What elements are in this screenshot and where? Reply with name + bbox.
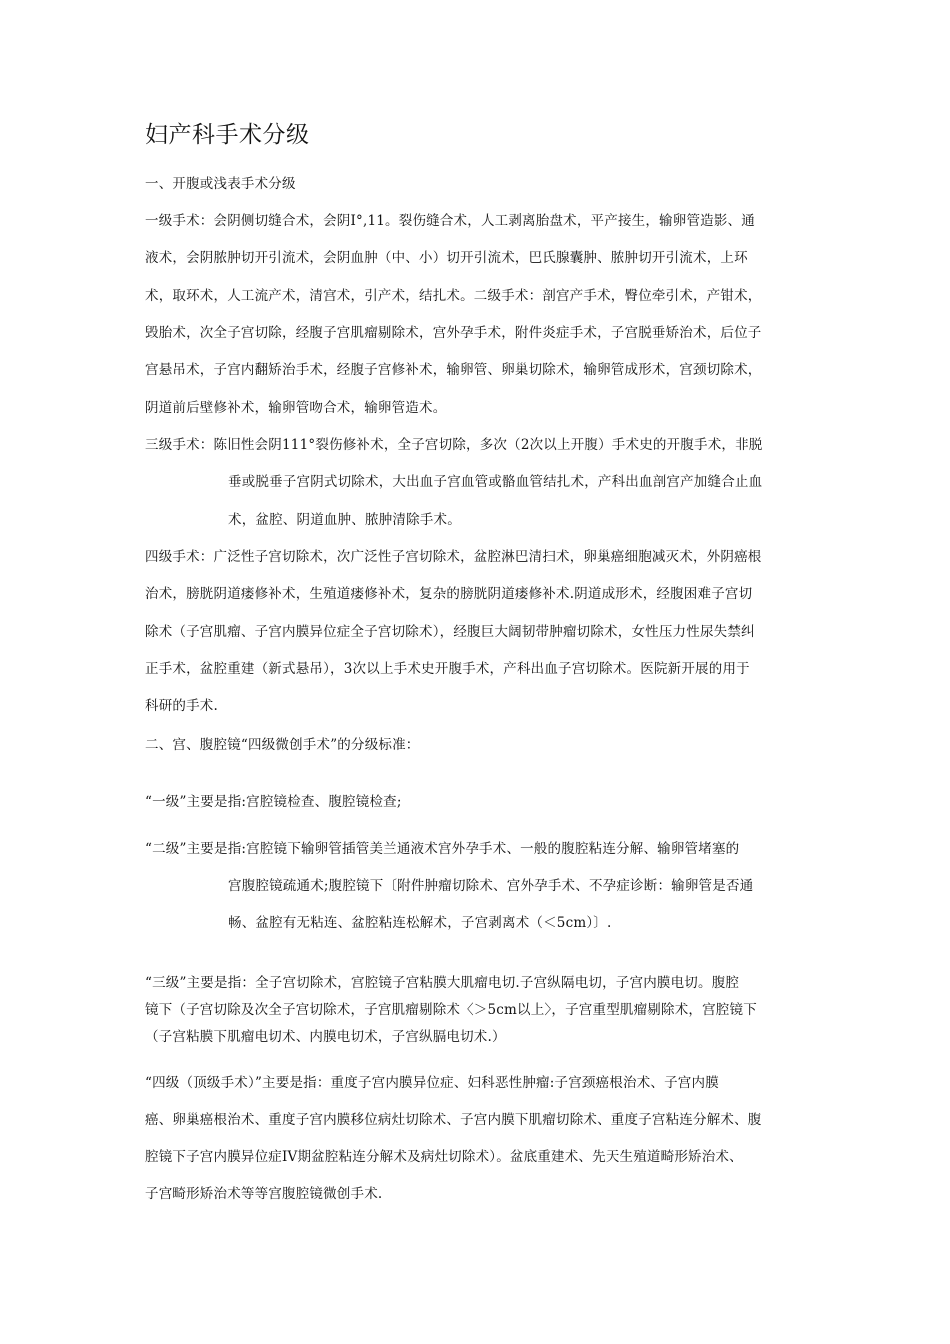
- text-line: 三级手术：陈旧性会阴111°裂伤修补术，全子宫切除，多次（2次以上开腹）手术史的开腹手术，非脱: [145, 437, 763, 453]
- text-line: 科研的手术.: [145, 698, 218, 714]
- text-line: 镜下（子宫切除及次全子宫切除术，子宫肌瘤剔除术〈＞5cm以上〉，子宫重型肌瘤剔除术，宫腔镜下: [145, 1002, 757, 1018]
- text-line: 一级手术：会阴侧切缝合术，会阴Ⅰ°,11。裂伤缝合术，人工剥离胎盘术，平产接生，输卵管造影、通: [145, 213, 755, 229]
- text-line: 正手术，盆腔重建（新式悬吊），3次以上手术史开腹手术，产科出血子宫切除术。医院新开展的用于: [145, 661, 750, 677]
- text-line: 毁胎术，次全子宫切除，经腹子宫肌瘤剔除术，宫外孕手术，附件炎症手术，子宫脱垂矫治术，后位子: [145, 325, 762, 341]
- text-line: 四级手术：广泛性子宫切除术，次广泛性子宫切除术，盆腔淋巴清扫术，卵巢癌细胞减灭术，外阴癌根: [145, 549, 762, 565]
- text-line: 治术，膀胱阴道瘘修补术，生殖道瘘修补术，复杂的膀胱阴道瘘修补术.阴道成形术，经腹困难子宫切: [145, 586, 753, 602]
- text-line: （子宫粘膜下肌瘤电切术、内膜电切术，子宫纵膈电切术.）: [145, 1029, 506, 1045]
- text-line: 宫腹腔镜疏通术;腹腔镜下〔附件肿瘤切除术、宫外孕手术、不孕症诊断：输卵管是否通: [228, 878, 754, 894]
- document-title: 妇产科手术分级: [145, 122, 310, 148]
- text-line: 术，盆腔、阴道血肿、脓肿清除手术。: [228, 512, 461, 528]
- text-line: 阴道前后壁修补术，输卵管吻合术，输卵管造术。: [145, 400, 447, 416]
- text-line: 畅、盆腔有无粘连、盆腔粘连松解术，子宫剥离术（＜5cm）〕.: [228, 915, 612, 931]
- text-line: 液术，会阴脓肿切开引流术，会阴血肿（中、小）切开引流术，巴氏腺囊肿、脓肿切开引流术，上环: [145, 250, 748, 266]
- text-line: “一级”主要是指:宫腔镜检查、腹腔镜检查;: [145, 794, 402, 810]
- section-heading-1: 一、开腹或浅表手术分级: [145, 176, 296, 192]
- text-line: 宫悬吊术，子宫内翻矫治手术，经腹子宫修补术，输卵管、卵巢切除术，输卵管成形术，宫颈切除术，: [145, 362, 762, 378]
- section-heading-2: 二、宫、腹腔镜“四级微创手术”的分级标准：: [145, 737, 420, 753]
- text-line: 垂或脱垂子宫阴式切除术，大出血子宫血管或骼血管结扎术，产科出血剖宫产加缝合止血: [228, 474, 763, 490]
- text-line: “四级（顶级手术）”主要是指：重度子宫内膜异位症、妇科恶性肿瘤:子宫颈癌根治术、子宫内膜: [145, 1075, 719, 1091]
- text-line: “二级”主要是指:宫腔镜下输卵管插管美兰通液术宫外孕手术、一般的腹腔粘连分解、输卵管堵塞的: [145, 841, 740, 857]
- text-line: 腔镜下子宫内膜异位症IV期盆腔粘连分解术及病灶切除术）。盆底重建术、先天生殖道畸形矫治术、: [145, 1149, 743, 1165]
- text-line: 癌、卵巢癌根治术、重度子宫内膜移位病灶切除术、子宫内膜下肌瘤切除术、重度子宫粘连分解术、腹: [145, 1112, 762, 1128]
- text-line: “三级”主要是指：全子宫切除术，宫腔镜子宫粘膜大肌瘤电切.子宫纵隔电切，子宫内膜电切。腹腔: [145, 975, 740, 991]
- text-line: 术，取环术，人工流产术，清宫术，引产术，结扎术。二级手术：剖宫产手术，臀位牵引术，产钳术，: [145, 288, 762, 304]
- text-line: 子宫畸形矫治术等等宫腹腔镜微创手术.: [145, 1186, 383, 1202]
- text-line: 除术（子宫肌瘤、子宫内膜异位症全子宫切除术），经腹巨大阔韧带肿瘤切除术，女性压力性尿失禁纠: [145, 624, 755, 640]
